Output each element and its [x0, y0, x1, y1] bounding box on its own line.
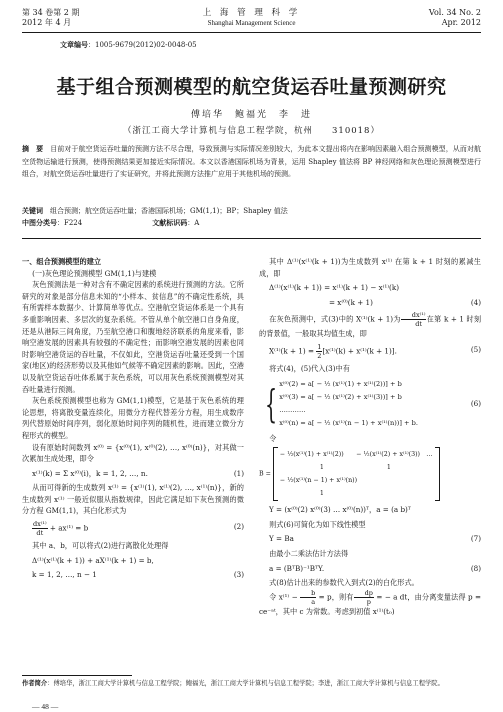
journal-name-cn: 上 海 管 理 科 学	[202, 8, 301, 18]
classification: 中图分类号：F224 文献标识码：A	[22, 219, 200, 227]
paragraph: 其中 Δ⁽¹⁾(x⁽¹⁾(k + 1))为生成数列 x⁽¹⁾ 在第 k + 1 时刻的累减生成，即	[259, 257, 481, 278]
volume-cn: 第 34 卷第 2 期	[22, 8, 80, 17]
paragraph: 其中 a、b，可以将式(2)进行离散化处理得	[32, 541, 169, 551]
paragraph: 由最小二乘法估计方法得	[269, 548, 349, 558]
article-number: 文章编号：1005-9679(2012)02-0048-05	[60, 40, 197, 49]
abstract-rule	[22, 238, 481, 239]
equation-system-6: { x⁽⁰⁾(2) = a[ − ½ (x⁽¹⁾(1) + x⁽¹⁾(2))] + b x⁽⁰⁾(3) = a[ − ½ (x⁽¹⁾(2) + x⁽¹⁾(3))] + b ………… x⁽⁰⁾(n) = a[ − ½ (x⁽¹⁾(n − 1) + x⁽¹⁾(n))] + b. (6)	[265, 379, 481, 427]
abstract-text: 目前对于航空货运吞吐量的预测方法不尽合理，导致预测与实际情况差别较大，为此本文提出将内在影响因素融入组合预测模型，从而对航空货物运输进行预测，使得预测结果更加接近实际情况。本文以香港国际机场为背景，运用 Shapley 值法将 BP 神经网络和灰色理论预测模型进行组合，对航空货运吞吐量进行了实证研究，并将此预测方法推广应用于其他机场的预测。	[22, 145, 481, 178]
paragraph: 设有原始时间数列 x⁽⁰⁾ = {x⁽⁰⁾(1), x⁽⁰⁾(2), …, x⁽⁰⁾(n)}，对其做一次累加生成处理，即令	[22, 442, 244, 464]
header-right	[429, 8, 481, 28]
equation-3b: k = 1, 2, …, n − 1 (3)	[32, 570, 244, 580]
equation-8: a = (BᵀB)⁻¹BᵀY. (8)	[269, 563, 481, 573]
equation-5: X⁽¹⁾(k + 1) = $\frac{1}{2}$ [x⁽¹⁾(k) + x⁽¹⁾(k + 1)]. (5)	[269, 342, 481, 360]
paragraph: 将式(4)，(5)代入(3)中有	[269, 363, 350, 373]
paragraph: 令	[269, 433, 277, 443]
author-footnote: 作者简介：傅培华，浙江工商大学计算机与信息工程学院；鲍福光，浙江工商大学计算机与信息工程学院；李进，浙江工商大学计算机与信息工程学院。	[22, 680, 444, 687]
equation-7: Y = Ba (7)	[269, 534, 481, 544]
paragraph: 在灰色预测中，式(3)中的 X⁽¹⁾(k + 1)为 $\frac{\text{dx⁽¹⁾}}{dt}$ 在第 k + 1 时刻的背景值，一般取其均值生成，即	[259, 311, 482, 339]
date-cn: 2012 年 4 月	[22, 18, 72, 27]
paragraph: 则式(6)可简化为如下线性模型	[269, 519, 366, 529]
footnote-rule	[22, 675, 132, 676]
equation-4a: Δ⁽¹⁾(x⁽¹⁾(k + 1)) = x⁽¹⁾(k + 1) − x⁽¹⁾(k)	[269, 283, 400, 293]
abstract	[22, 143, 481, 181]
equation-y: Y = (x⁽⁰⁾(2) x⁽⁰⁾(3) … x⁽⁰⁾(n))ᵀ，a = (a b)ᵀ	[269, 505, 411, 515]
header-rule	[22, 32, 481, 33]
page-number: — 48 —	[32, 702, 59, 711]
left-column	[22, 256, 244, 584]
subsection-heading: (一)灰色理论预测模型 GM(1,1)与建模	[32, 268, 157, 278]
matrix-b: B = − ½(x⁽¹⁾(1) + x⁽¹⁾(2)) − ½(x⁽¹⁾(2) + x⁽¹⁾(3)) … 1 1 − ½(x⁽¹⁾(n − 1) + x⁽¹⁾(n)) 1	[259, 447, 481, 501]
paragraph: 从而可得新的生成数列 x⁽¹⁾ = {x⁽¹⁾(1), x⁽¹⁾(2), …, x⁽¹⁾(n)}，新的生成数列 x⁽¹⁾ 一般近似服从指数规律，因此它满足如下灰色预测的微分方程 GM(1,1)，其白化形式为	[22, 483, 244, 516]
keywords: 关键词 组合预测；航空货运吞吐量；香港国际机场；GM(1,1)；BP；Shapley 值法	[22, 207, 288, 215]
journal-name-en: Shanghai Management Science	[207, 19, 296, 27]
paper-title: 基于组合预测模型的航空货运吞吐量预测研究	[56, 76, 447, 98]
section-heading: 一、组合预测模型的建立	[22, 257, 102, 266]
affiliation: （浙江工商大学计算机与信息工程学院，杭州 310018）	[123, 126, 380, 136]
date-en: Apr. 2012	[441, 18, 481, 27]
volume-en: Vol. 34 No. 2	[428, 8, 481, 17]
authors: 傅培华 鲍福光 李 进	[190, 110, 312, 120]
equation-1: x⁽¹⁾(k) = Σ x⁽⁰⁾(i)，k = 1, 2, …, n. (1)	[32, 468, 244, 478]
abstract-label: 摘 要	[22, 145, 44, 153]
paragraph: 灰色预测法是一种对含有不确定因素的系统进行预测的方法。它所研究的对象是部分信息未知的“小样本、贫信息”的不确定性系统，具有所需样本数据少、计算简单等优点。空港航空货运体系是一个具有多重影响因素、多层次的复杂系统。不管从单个航空港口自身角度，还是从港际三间角度，乃至航空港口和腹地经济联系的角度来看，影响空港发展的因素具有较强的不确定性；而影响空港发展的因素也同时影响空港货运的吞吐量，不仅如此，空港货运吞吐量还受到一个国家(地区)的经济形势以及其他如气候等不确定因素的影响。因此，空港以及航空货运吞吐体系属于灰色系统，可以用灰色系统预测模型对其吞吐量进行预测。	[22, 280, 244, 394]
equation-3a: Δ⁽¹⁾(x⁽¹⁾(k + 1)) + aX⁽¹⁾(k + 1) = b,	[32, 555, 154, 565]
equation-2: $\frac{\text{dx⁽¹⁾}}{dt}$ + ax⁽¹⁾ = b (2)	[33, 520, 244, 538]
equation-4b: = x⁽⁰⁾(k + 1) (4)	[329, 297, 481, 307]
paragraph: 式(8)估计出来的参数代入到式(2)的白化形式。	[269, 578, 419, 588]
paragraph: 令 x⁽¹⁾ − $\frac{b}{a}$ = p，则有 $\frac{dp}{p}$ = − a dt，由分离变量法得 p = ce⁻ᵃᵗ，其中 c 为常数。考虑到初值 x⁽¹⁾(t₀)	[259, 588, 481, 616]
right-column	[259, 256, 481, 617]
header-center	[22, 8, 481, 28]
paragraph: 灰色系统预测模型也称为 GM(1,1)模型，它是基于灰色系统的理论思想，将离散变量连续化，用微分方程代替差分方程，用生成数序列代替原始时间序列，弱化原始时间序列的随机性，进而建立微分方程形式的模型。	[22, 396, 244, 440]
